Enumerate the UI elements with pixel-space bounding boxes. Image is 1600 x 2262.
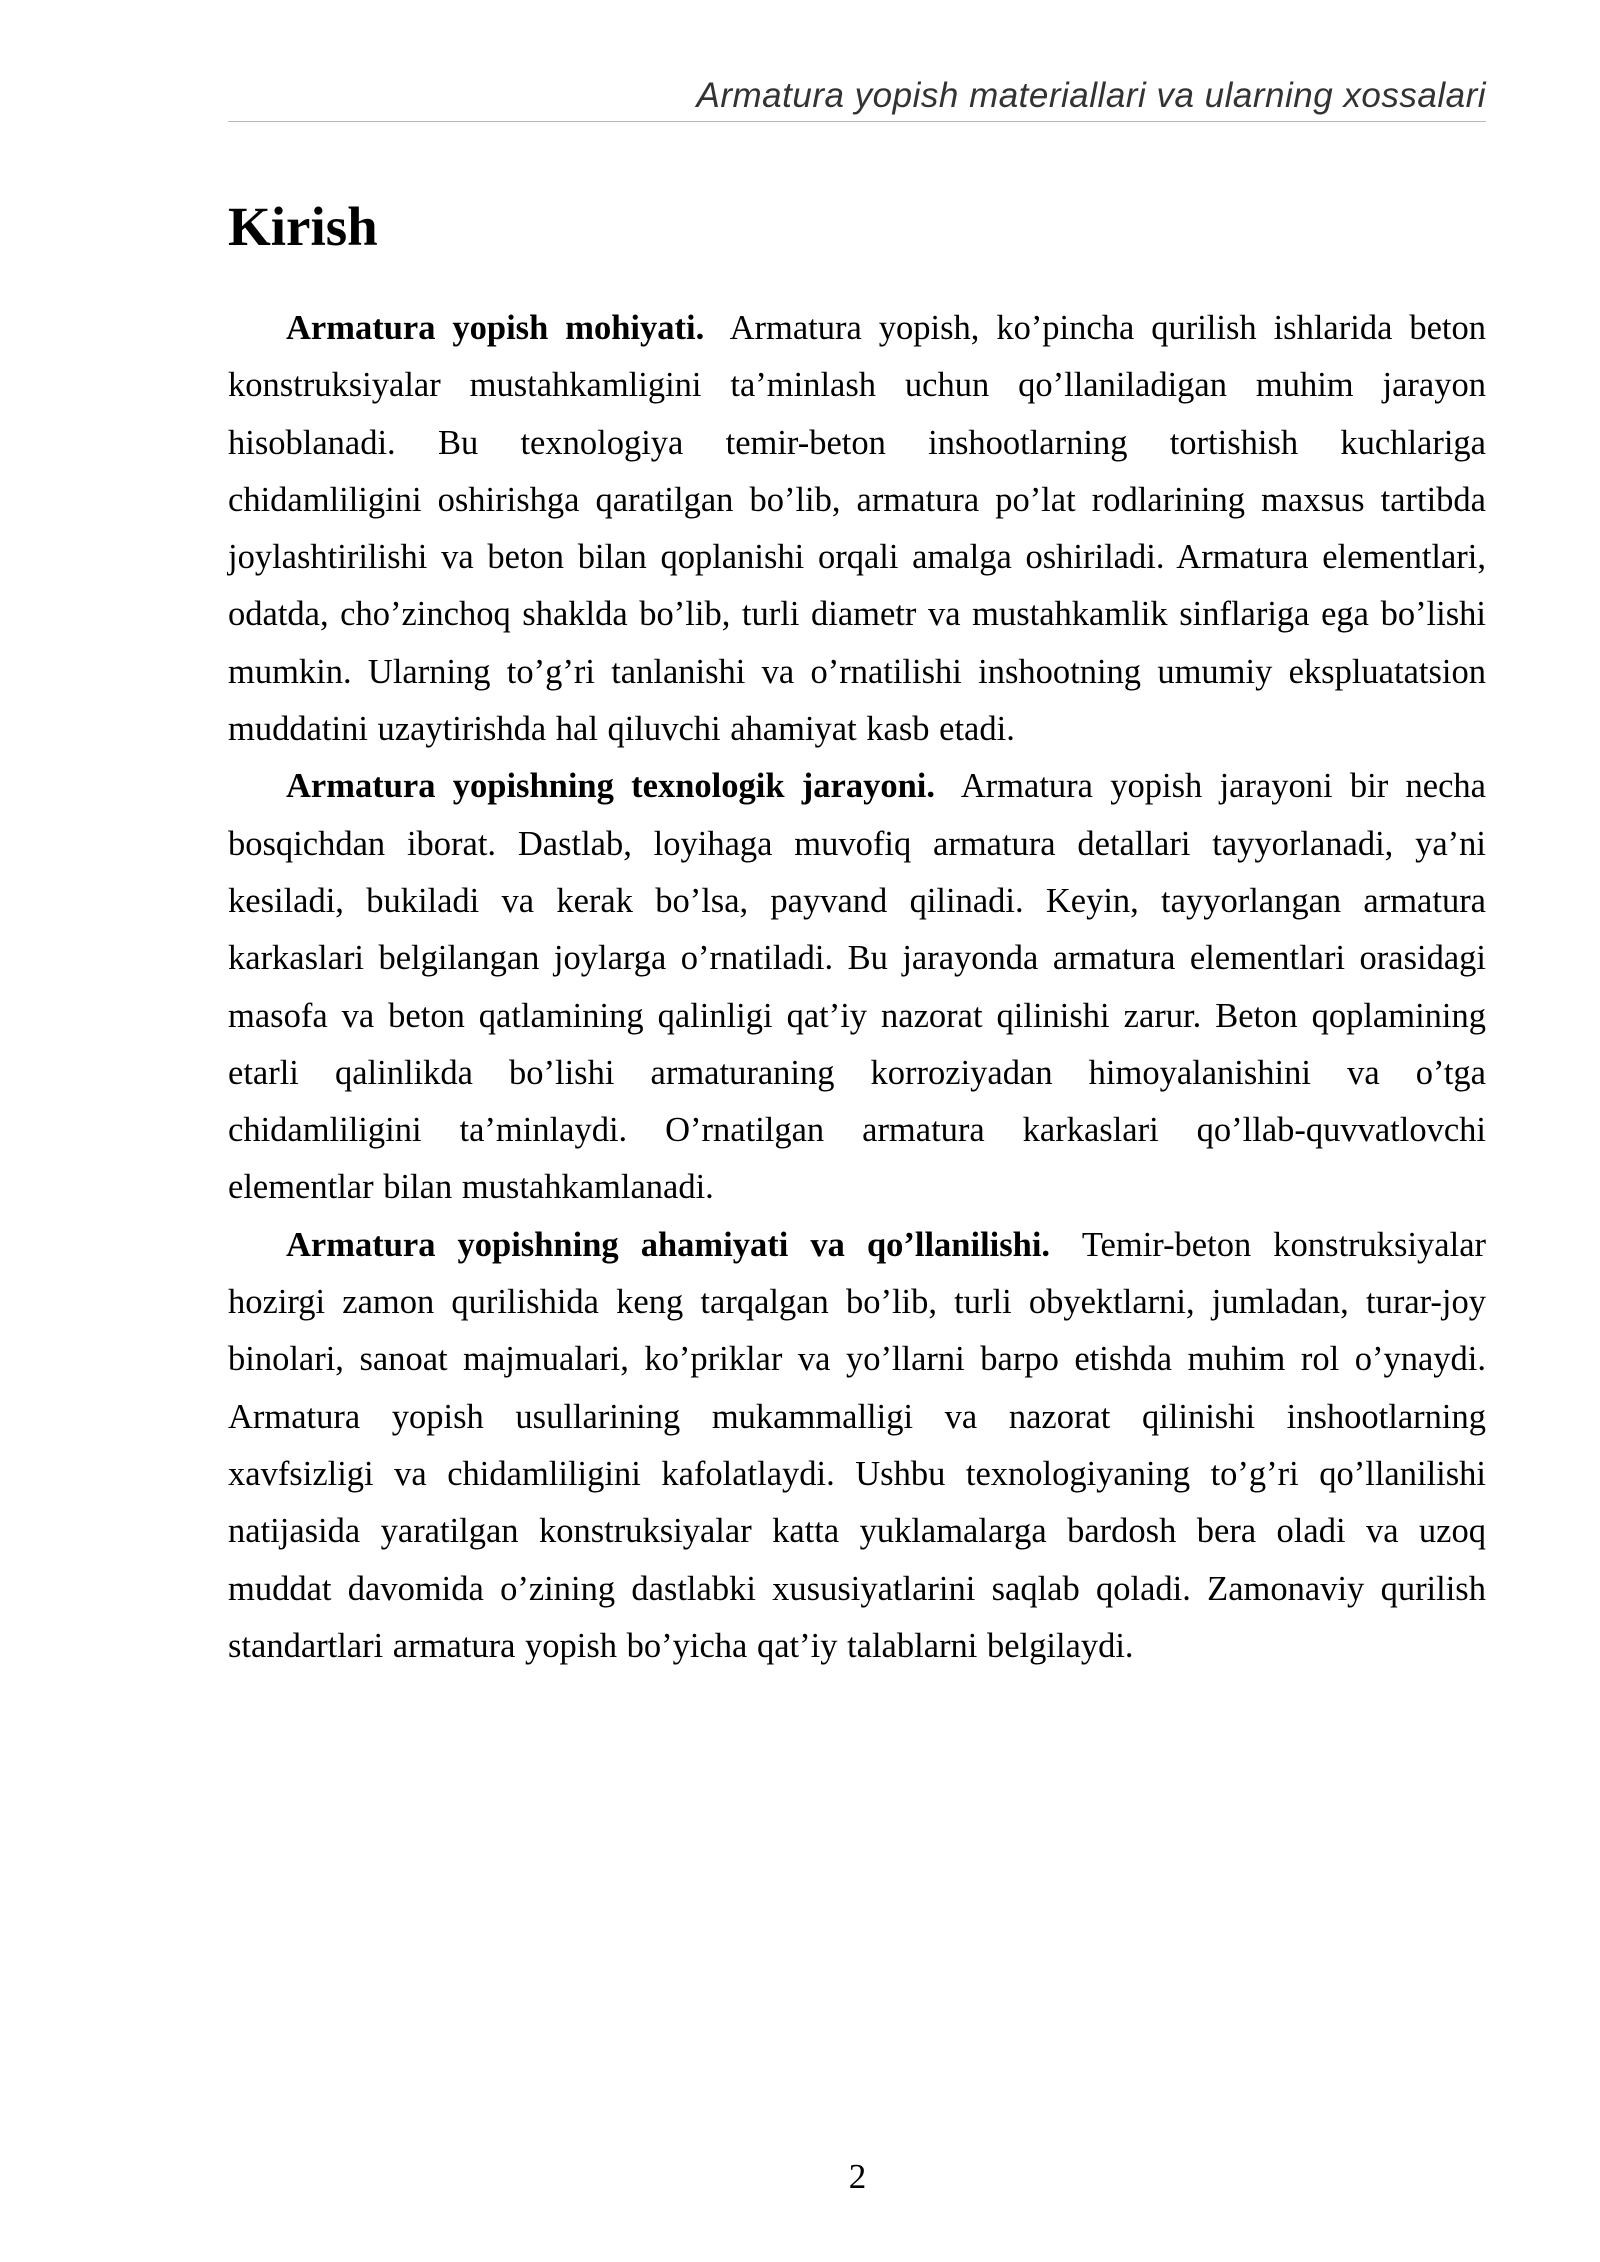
chapter-title: Kirish: [228, 196, 378, 257]
running-header: Armatura yopish materiallari va ularning xossalari: [696, 76, 1486, 115]
paragraph-text: Temir-beton konstruksiyalar hozirgi zamon qurilishida keng tarqalgan bo’lib, turli obyektlarni, jumladan, turar-joy binolari, sanoat majmualari, ko’priklar va yo’llarni barpo etishda muhim rol o’ynaydi. Armatura yopish usullarining mukammalligi va nazorat qilinishi inshootlarning xavfsizligi va chidamliligini kafolatlaydi. Ushbu texnologiyaning to’g’ri qo’llanilishi natijasida yaratilgan konstruksiyalar katta yuklamalarga bardosh bera oladi va uzoq muddat davomida o’zining dastlabki xususiyatlarini saqlab qoladi. Zamonaviy qurilish standartlari armatura yopish bo’yicha qat’iy talablarni belgilaydi.: [228, 1225, 1486, 1665]
paragraph-text: Armatura yopish jarayoni bir necha bosqichdan iborat. Dastlab, loyihaga muvofiq armatura detallari tayyorlanadi, ya’ni kesiladi, bukiladi va kerak bo’lsa, payvand qilinadi. Keyin, tayyorlangan armatura karkaslari belgilangan joylarga o’rnatiladi. Bu jarayonda armatura elementlari orasidagi masofa va beton qatlamining qalinligi qat’iy nazorat qilinishi zarur. Beton qoplamining etarli qalinlikda bo’lishi armaturaning korroziyadan himoyalanishini va o’tga chidamliligini ta’minlaydi. O’rnatilgan armatura karkaslari qo’llab-quvvatlovchi elementlar bilan mustahkamlanadi.: [228, 767, 1486, 1207]
paragraph-text: Armatura yopish, ko’pincha qurilish ishlarida beton konstruksiyalar mustahkamligini ta’minlash uchun qo’llaniladigan muhim jarayon hisoblanadi. Bu texnologiya temir-beton inshootlarning tortishish kuchlariga chidamliligini oshirishga qaratilgan bo’lib, armatura po’lat rodlarining maxsus tartibda joylashtirilishi va beton bilan qoplanishi orqali amalga oshiriladi. Armatura elementlari, odatda, cho’zinchoq shaklda bo’lib, turli diametr va mustahkamlik sinflariga ega bo’lishi mumkin. Ularning to’g’ri tanlanishi va o’rnatilishi inshootning umumiy ekspluatatsion muddatini uzaytirishda hal qiluvchi ahamiyat kasb etadi.: [228, 309, 1486, 749]
paragraph-lead-heading: Armatura yopish mohiyati.: [286, 309, 705, 347]
paragraph-lead-heading: Armatura yopishning texnologik jarayoni.: [286, 767, 936, 806]
paragraph-lead-heading: Armatura yopishning ahamiyati va qo’llanilishi.: [286, 1225, 1051, 1264]
body-text: [228, 300, 1486, 1675]
page-number: 2: [848, 2157, 867, 2196]
paragraph-technological-process: [228, 758, 1486, 1216]
paragraph-importance-and-application: [228, 1217, 1486, 1675]
paragraph-essence: [228, 300, 1486, 758]
header-divider: [228, 121, 1486, 122]
